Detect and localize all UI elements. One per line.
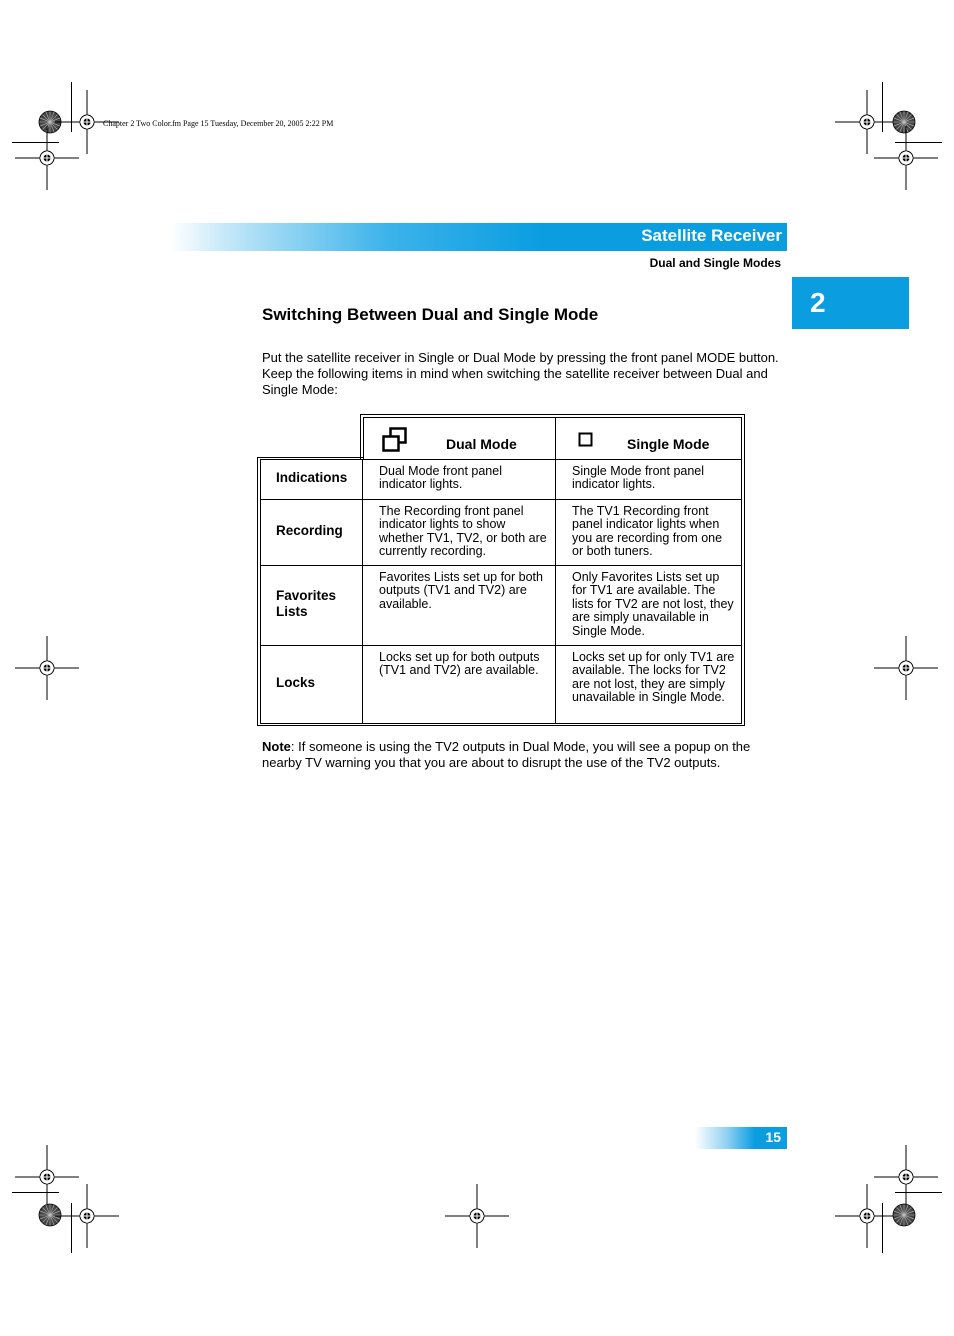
single-mode-icon <box>578 432 594 448</box>
cell-locks-dual: Locks set up for both outputs (TV1 and TV2) are available. <box>379 650 540 678</box>
print-info: Chapter 2 Two Color.fm Page 15 Tuesday, December 20, 2005 2:22 PM <box>103 119 334 128</box>
cell-recording-single: The TV1 Recording front panel indicator lights when you are recording from one or both tuners. <box>572 504 723 559</box>
dual-mode-icon <box>382 427 408 453</box>
note-paragraph <box>262 739 782 771</box>
cell-indications-single: Single Mode front panel indicator lights. <box>572 464 705 492</box>
cell-locks-single: Locks set up for only TV1 are available. The locks for TV2 are not lost, they are simply unavailable in Single Mode. <box>572 650 735 705</box>
cell-indications-dual: Dual Mode front panel indicator lights. <box>379 464 502 492</box>
chapter-tab <box>792 277 909 329</box>
cell-favorites-single: Only Favorites Lists set up for TV1 are available. The lists for TV2 are not lost, they are simply unavailable in Single Mode. <box>572 570 734 638</box>
chapter-number: 2 <box>810 287 826 318</box>
row-label-indications: Indications <box>276 470 348 485</box>
page-number: 15 <box>765 1129 781 1145</box>
row-label-recording: Recording <box>276 523 343 538</box>
header-title: Satellite Receiver <box>641 226 782 245</box>
row-label-locks: Locks <box>276 675 316 690</box>
dual-mode-column-header: Dual Mode <box>446 436 517 452</box>
note-text: : If someone is using the TV2 outputs in Dual Mode, you will see a popup on the nearby TV warning you that you are about to disrupt the use of the TV2 outputs. <box>262 739 751 770</box>
section-heading: Switching Between Dual and Single Mode <box>262 305 599 324</box>
row-label-favorites-lists: Favorites Lists <box>276 588 337 619</box>
cell-recording-dual: The Recording front panel indicator lights to show whether TV1, TV2, or both are currently recording. <box>379 504 547 559</box>
single-mode-column-header: Single Mode <box>627 436 710 452</box>
header-subtitle: Dual and Single Modes <box>649 256 781 270</box>
intro-paragraph: Put the satellite receiver in Single or Dual Mode by pressing the front panel MODE button. Keep the following items in mind when switching the satellite receiver between Dual and Single Mode: <box>262 350 779 397</box>
note-label: Note <box>262 739 291 754</box>
cell-favorites-dual: Favorites Lists set up for both outputs (TV1 and TV2) are available. <box>379 570 543 611</box>
